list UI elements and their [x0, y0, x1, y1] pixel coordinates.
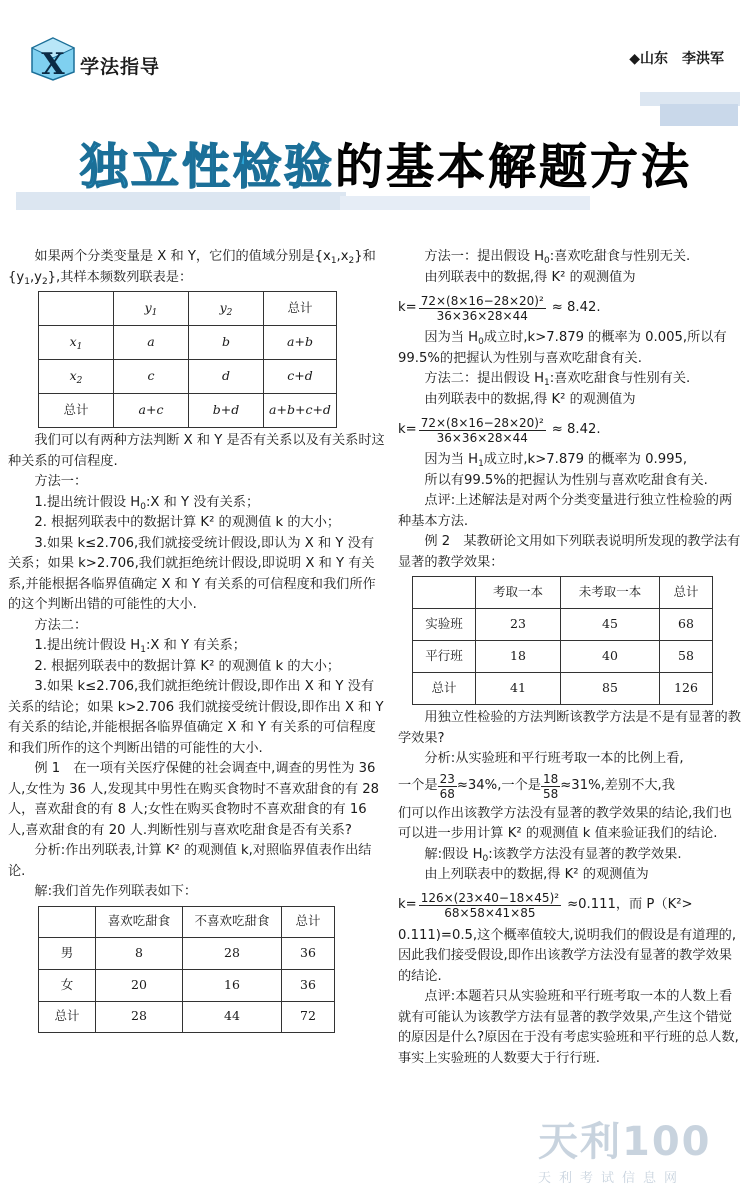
watermark-subtitle: 天利考试信息网: [538, 1171, 686, 1186]
ratio-line: 一个是 $\frac{23}{68}$ ≈34%,一个是 $\frac{18}{58}$ ≈31%,差别不大,我: [398, 772, 675, 801]
paragraph: 方法二：提出假设 $H_1$:喜欢吃甜食与性别有关.: [424, 371, 691, 388]
table-cell: 总计: [413, 673, 476, 705]
table-cell: a+b: [264, 326, 337, 360]
table-cell: 总计: [282, 906, 335, 937]
table-cell: b+d: [189, 394, 264, 428]
paragraph: 由上列联表中的数据,得 K² 的观测值为: [424, 867, 649, 882]
paragraph: 所以有99.5%的把握认为性别与喜欢吃甜食有关.: [424, 472, 708, 488]
article-title: [80, 128, 692, 197]
table-cell: 44: [183, 1001, 282, 1032]
decor-band: [340, 196, 590, 210]
paragraph: 因为当 $H_1$成立时,k>7.879 的概率为 0.995,: [424, 452, 688, 469]
example-1: 例 1 在一项有关医疗保健的社会调查中,调查的男性为 36 人,女性为 36 人,发现其中男性在购买食物时不喜欢甜食的有 28 人，喜欢甜食的有 8 人;女性在购买食物时不喜欢甜食的有 16 人,喜欢甜食的有 20 人.判断性别与喜欢吃甜食是否有关系?: [8, 761, 380, 838]
paragraph: 分析:从实验班和平行班考取一本的比例上看,: [424, 751, 684, 766]
table-cell: 18: [476, 641, 561, 673]
paragraph: 1.提出统计假设 $H_1:X$ 和 Y 有关系；: [34, 638, 246, 655]
table-cell: a: [114, 326, 189, 360]
method-heading: 方法一：: [34, 474, 88, 489]
comment: 点评:上述解法是对两个分类变量进行独立性检验的两种基本方法.: [398, 493, 733, 529]
table-cell: 41: [476, 673, 561, 705]
table-cell: 不喜欢吃甜食: [183, 906, 282, 937]
watermark-brand: 天利100: [538, 1119, 712, 1165]
table-cell: 126: [660, 673, 713, 705]
table-cell: 16: [183, 969, 282, 1001]
formula-k-3: k= $\frac{\text{126×(23×40−18×45)²}}{68\times 58\times 41\times 85}$ ≈0.111，而 P（K²>: [398, 891, 693, 920]
section-label: 学法指导: [80, 56, 161, 78]
table-cell: 36: [282, 937, 335, 969]
paragraph: 2. 根据列联表中的数据计算 K² 的观测值 k 的大小；: [34, 515, 341, 530]
table-cell: c+d: [264, 360, 337, 394]
table-cell: 女: [39, 969, 96, 1001]
table-cell: 喜欢吃甜食: [96, 906, 183, 937]
table-cell: 总计: [39, 1001, 96, 1032]
formula-k-2: k= $\frac{\text{72×(8×16−28×20)²}}{36\times 36\times 28\times 44}$ ≈ 8.42.: [398, 415, 601, 445]
table-cell: $x_1$: [39, 326, 114, 360]
decor-band: [660, 104, 738, 126]
table-sweets-gender: [38, 906, 335, 1033]
paragraph: 用独立性检验的方法判断该教学方法是不是有显著的教学效果?: [398, 710, 741, 746]
table-teaching-method: [412, 576, 713, 705]
paragraph: 解:假设 $H_0$:该教学方法没有显著的教学效果.: [424, 846, 682, 864]
table-cell: 8: [96, 937, 183, 969]
intro-paragraph: 如果两个分类变量是 X 和 Y，它们的值域分别是$\{x_1,x_2\}$和$\{y_1,y_2\}$,其样本频数列联表是：: [8, 249, 376, 287]
title-rest: 的基本解题方法: [335, 139, 693, 195]
table-cell: a+c: [114, 394, 189, 428]
method-heading: 方法二：: [34, 617, 88, 633]
table-cell: 平行班: [413, 641, 476, 673]
table-cell: 男: [39, 937, 96, 969]
paragraph: 由列联表中的数据,得 K² 的观测值为: [424, 269, 636, 285]
logo-letter: X: [41, 47, 65, 82]
paragraph: 因为当 $H_0$成立时,k>7.879 的概率为 0.005,所以有 99.5%的把握认为性别与喜欢吃甜食有关.: [398, 330, 727, 366]
table-cell: b: [189, 326, 264, 360]
author-byline: ◆山东 李洪军: [629, 51, 724, 67]
table-cell: 45: [561, 609, 660, 641]
table-cell: [39, 906, 96, 937]
paragraph: 3.如果 k≤2.706,我们就接受统计假设,即认为 X 和 Y 没有关系；如果 k>2.706,我们就拒绝统计假设,即说明 X 和 Y 有关系,并能根据各临界值确定 X 和 Y 有关系的可信程度和我们所作的这个判断出错的可能性的大小.: [8, 535, 376, 612]
paragraph: 3.如果 k≤2.706,我们就拒绝统计假设,即作出 X 和 Y 没有关系的结论；如果 k>2.706 我们就接受统计假设,即作出 X 和 Y 有关系的结论,并能根据各临界值确定 X 和 Y 有关系的可信程度和我们所作的这个判断出错的可能性的大小.: [8, 679, 384, 756]
paragraph: 分析:作出列联表,计算 K² 的观测值 k,对照临界值表作出结论.: [8, 843, 372, 879]
paragraph: 方法一：提出假设 $H_0$:喜欢吃甜食与性别无关.: [424, 249, 691, 266]
table-cell: $y_2$: [189, 292, 264, 326]
table-cell: 68: [660, 609, 713, 641]
table-cell: d: [189, 360, 264, 394]
right-column: [398, 247, 744, 1069]
table-cell: a+b+c+d: [264, 394, 337, 428]
table-cell: 总计: [660, 577, 713, 609]
title-colored: 独立性检验: [80, 139, 336, 195]
paragraph: 2. 根据列联表中的数据计算 K² 的观测值 k 的大小；: [34, 658, 341, 674]
paragraph: 由列联表中的数据,得 K² 的观测值为: [424, 391, 636, 407]
table-cell: $y_1$: [114, 292, 189, 326]
table-cell: 总计: [39, 394, 114, 428]
table-cell: 28: [183, 937, 282, 969]
table-cell: $x_2$: [39, 360, 114, 394]
table-cell: [39, 292, 114, 326]
contingency-table-general: [38, 291, 337, 428]
paragraph: 解:我们首先作列联表如下：: [34, 884, 198, 899]
table-cell: 总计: [264, 292, 337, 326]
table-cell: 23: [476, 609, 561, 641]
table-cell: 85: [561, 673, 660, 705]
paragraph: 1.提出统计假设 $H_0:X$ 和 Y 没有关系；: [34, 494, 260, 512]
table-cell: 58: [660, 641, 713, 673]
paragraph: 0.111)=0.5,这个概率值较大,说明我们的假设是有道理的,因此我们接受假设,即作出该教学方法没有显著的教学效果的结论.: [398, 927, 737, 984]
left-column: [8, 247, 386, 1036]
paragraph: 我们可以有两种方法判断 X 和 Y 是否有关系以及有关系时这种关系的可信程度.: [8, 433, 385, 469]
table-cell: 未考取一本: [561, 577, 660, 609]
table-cell: 72: [282, 1001, 335, 1032]
cube-logo-icon: [30, 36, 76, 82]
table-cell: c: [114, 360, 189, 394]
table-cell: 28: [96, 1001, 183, 1032]
comment: 点评:本题若只从实验班和平行班考取一本的人数上看就有可能认为该教学方法有显著的教学效果,产生这个错觉的原因是什么?原因在于没有考虑实验班和平行班的总人数,事实上实验班的人数要大于行行班.: [398, 989, 739, 1066]
formula-k-1: k= $\frac{\text{72×(8×16−28×20)²}}{36\times 36\times 28\times 44}$ ≈ 8.42.: [398, 293, 601, 323]
watermark-logo: [538, 1110, 738, 1186]
table-cell: 36: [282, 969, 335, 1001]
table-cell: 实验班: [413, 609, 476, 641]
table-cell: 40: [561, 641, 660, 673]
example-2: 例 2 某教研论文用如下列联表说明所发现的教学法有显著的教学效果：: [398, 534, 741, 570]
table-cell: 考取一本: [476, 577, 561, 609]
table-cell: [413, 577, 476, 609]
table-cell: 20: [96, 969, 183, 1001]
paragraph: 们可以作出该教学方法没有显著的教学效果的结论,我们也可以进一步用计算 K² 的观测值 k 值来验证我们的结论.: [398, 805, 732, 841]
